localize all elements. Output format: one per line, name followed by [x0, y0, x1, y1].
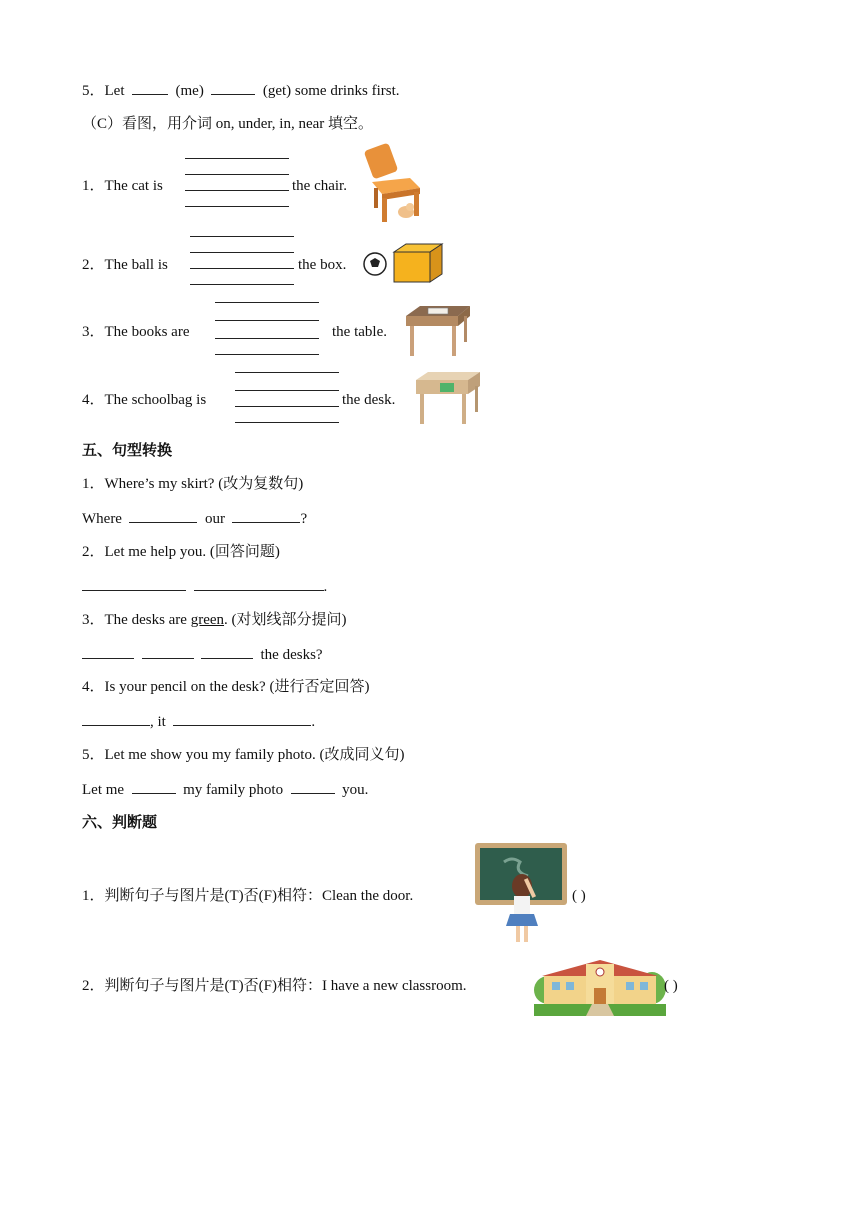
- answer-blank[interactable]: [211, 80, 255, 95]
- question-text-end: the chair.: [292, 178, 347, 194]
- question-number: 3．: [82, 324, 105, 340]
- section-5-heading: 五、句型转换: [82, 441, 173, 459]
- schoolbag-in-desk-image: [412, 368, 482, 426]
- question-text-end: the desk.: [342, 392, 396, 408]
- question-text: The books are: [104, 324, 190, 340]
- prep-question-1: [82, 176, 163, 196]
- answer-blank[interactable]: [132, 80, 168, 95]
- answer-paren[interactable]: ( ): [572, 888, 586, 904]
- answer-punct: .: [323, 579, 328, 595]
- question-text-part: . (对划线部分提问): [224, 612, 347, 628]
- answer-blank[interactable]: [82, 711, 150, 726]
- hint-word: (get): [262, 83, 292, 99]
- question-text-end: the box.: [298, 257, 347, 273]
- chair-with-cat-image: [362, 144, 424, 224]
- section-6-heading: 六、判断题: [82, 813, 158, 831]
- answer-punct: .: [311, 714, 316, 730]
- answer-blank[interactable]: [142, 644, 194, 659]
- answer-paren[interactable]: ( ): [664, 978, 678, 994]
- question-text-part: 3．The desks are: [82, 612, 191, 628]
- answer-word: the desks?: [260, 647, 323, 663]
- answer-line: [82, 644, 323, 665]
- word-let: Let: [104, 83, 125, 99]
- answer-word: my family photo: [183, 782, 284, 798]
- question-number: 1．: [82, 178, 105, 194]
- answer-blank[interactable]: [291, 779, 335, 794]
- answer-line: [82, 508, 307, 529]
- question-text: The cat is: [104, 178, 163, 194]
- question-text: 1．Where’s my skirt? (改为复数句): [82, 476, 304, 492]
- question-text: The ball is: [104, 257, 168, 273]
- sentence-rest: some drinks first.: [294, 83, 400, 99]
- answer-blank[interactable]: [82, 576, 186, 591]
- prep-question-4: [82, 390, 206, 410]
- question-text-end: the table.: [332, 324, 387, 340]
- answer-word: , it: [150, 714, 166, 730]
- answer-blank[interactable]: [132, 779, 176, 794]
- girl-cleaning-blackboard-image: [474, 842, 570, 946]
- answer-line: [82, 779, 368, 800]
- prep-question-2: [82, 255, 168, 275]
- answer-word: Where: [82, 511, 122, 527]
- books-on-table-image: [402, 302, 472, 358]
- answer-blank[interactable]: [232, 508, 300, 523]
- answer-word: you.: [342, 782, 369, 798]
- hint-word: (me): [175, 83, 204, 99]
- judge-question-2: 2．判断句子与图片是(T)否(F)相符：I have a new classroom.: [82, 978, 467, 994]
- question-number: 4．: [82, 392, 105, 408]
- judge-question-1: 1．判断句子与图片是(T)否(F)相符：Clean the door.: [82, 888, 414, 904]
- answer-word: Let me: [82, 782, 125, 798]
- question-text: The schoolbag is: [104, 392, 207, 408]
- prep-question-3: [82, 322, 189, 342]
- answer-blank[interactable]: [82, 644, 134, 659]
- answer-punct: ?: [300, 511, 308, 527]
- question-text: [82, 610, 347, 630]
- answer-blank[interactable]: [129, 508, 197, 523]
- part-c-title: （C）看图，用介词 on, under, in, near 填空。: [82, 116, 374, 132]
- answer-line: [82, 711, 315, 732]
- school-building-image: [534, 954, 666, 1016]
- answer-blank[interactable]: [201, 644, 253, 659]
- question-text: 4．Is your pencil on the desk? (进行否定回答): [82, 679, 370, 695]
- answer-line: [82, 576, 327, 597]
- question-text: 5．Let me show you my family photo. (改成同义句): [82, 747, 405, 763]
- question-text: 2．Let me help you. (回答问题): [82, 544, 280, 560]
- ball-and-box-image: [362, 242, 446, 284]
- answer-blank[interactable]: [194, 576, 324, 591]
- fill-blank-q5: [82, 80, 400, 101]
- question-number: 5．: [82, 83, 105, 99]
- underlined-word: green: [190, 612, 225, 628]
- question-number: 2．: [82, 257, 105, 273]
- answer-blank[interactable]: [173, 711, 311, 726]
- answer-word: our: [204, 511, 225, 527]
